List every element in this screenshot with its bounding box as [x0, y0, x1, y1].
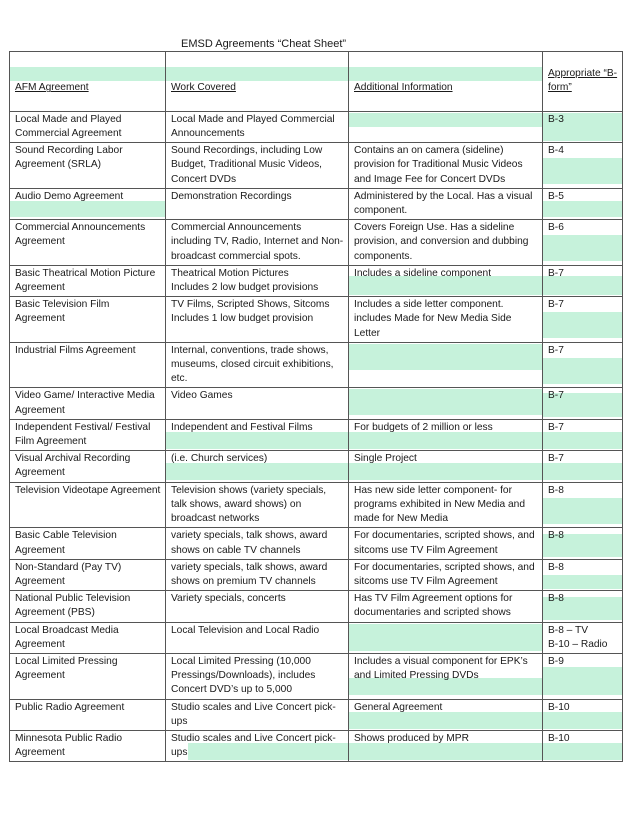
- cell-agreement: [10, 265, 166, 296]
- highlight-band: [543, 358, 622, 384]
- cell-text: Includes a sideline component: [354, 267, 492, 279]
- cell-text: Visual Archival Recording Agreement: [15, 453, 131, 479]
- table-row: [10, 143, 623, 189]
- cell-text: For budgets of 2 million or less: [354, 421, 493, 433]
- table-row: [10, 730, 623, 761]
- cell-text: Shows produced by MPR: [354, 732, 469, 744]
- cell-text: Television Videotape Agreement: [15, 484, 161, 496]
- cell-info: [349, 111, 543, 142]
- cell-bform: [543, 419, 623, 450]
- cell-bform: [543, 143, 623, 189]
- cell-text: Has TV Film Agreement options for documentaries and scripted shows: [354, 593, 513, 619]
- cell-work: [166, 699, 349, 730]
- cell-bform: [543, 591, 623, 622]
- highlight-band: [349, 113, 542, 127]
- cell-bform: [543, 342, 623, 388]
- table-row: [10, 528, 623, 559]
- highlight-band: [543, 235, 622, 261]
- cell-bform: [543, 297, 623, 343]
- cell-text: Sound Recordings, including Low Budget, Traditional Music Videos, Concert DVDs: [171, 145, 323, 185]
- cell-text: variety specials, talk shows, award shows on premium TV channels: [171, 561, 328, 587]
- cell-bform: [543, 653, 623, 699]
- cell-work: [166, 265, 349, 296]
- cell-text: For documentaries, scripted shows, and sitcoms use TV Film Agreement: [354, 561, 535, 587]
- cell-agreement: [10, 451, 166, 482]
- cell-text: Local Broadcast Media Agreement: [15, 624, 119, 650]
- cell-agreement: [10, 730, 166, 761]
- cell-work: [166, 342, 349, 388]
- cell-info: [349, 699, 543, 730]
- cell-bform: [543, 220, 623, 266]
- header-cell-agreement: [10, 52, 166, 112]
- cell-bform: [543, 730, 623, 761]
- table-row: [10, 220, 623, 266]
- cell-agreement: [10, 188, 166, 219]
- header-cell-info: [349, 52, 543, 112]
- cell-text: (i.e. Church services): [171, 453, 268, 465]
- cell-text: B-7: [548, 390, 564, 402]
- cell-text: Basic Theatrical Motion Picture Agreement: [15, 267, 156, 294]
- table-row: [10, 591, 623, 622]
- table-header-row: [10, 52, 623, 112]
- cell-bform: [543, 265, 623, 296]
- cell-bform: [543, 528, 623, 559]
- cell-work: [166, 528, 349, 559]
- cell-text: Single Project: [354, 453, 417, 465]
- cell-agreement: [10, 699, 166, 730]
- page-title: EMSD Agreements “Cheat Sheet”: [181, 38, 347, 50]
- cell-text: B-3: [548, 113, 564, 125]
- cell-text: B-4: [548, 145, 564, 157]
- cell-work: [166, 111, 349, 142]
- cell-text: Commercial Announcements including TV, Radio, Internet and Non-broadcast commercial spots.: [171, 222, 344, 262]
- cell-bform: [543, 559, 623, 590]
- cell-text: Commercial Announcements Agreement: [15, 222, 146, 248]
- cell-text: B-10: [548, 701, 570, 713]
- header-cell-work: [166, 52, 349, 112]
- cell-agreement: [10, 528, 166, 559]
- highlight-band: [543, 575, 622, 589]
- cell-text: National Public Television Agreement (PBS): [15, 593, 131, 619]
- cell-text: B-10: [548, 732, 570, 744]
- cell-text: B-8 – TV B-10 – Radio: [548, 624, 608, 650]
- cell-text: Local Television and Local Radio: [171, 624, 320, 636]
- cell-text: Video Games: [171, 390, 233, 402]
- cell-info: [349, 559, 543, 590]
- cell-info: [349, 143, 543, 189]
- cell-info: [349, 220, 543, 266]
- table-row: [10, 388, 623, 419]
- table-row: [10, 111, 623, 142]
- table-row: [10, 622, 623, 653]
- cell-text: Minnesota Public Radio Agreement: [15, 732, 123, 759]
- header-cell-bform: [543, 52, 623, 112]
- cell-work: [166, 297, 349, 343]
- cell-text: Variety specials, concerts: [171, 593, 286, 605]
- cell-text: B-7: [548, 267, 564, 279]
- cell-agreement: [10, 220, 166, 266]
- cell-work: [166, 220, 349, 266]
- cell-bform: [543, 699, 623, 730]
- cell-info: [349, 451, 543, 482]
- cell-agreement: [10, 342, 166, 388]
- cell-work: [166, 143, 349, 189]
- cell-text: Independent Festival/ Festival Film Agreement: [15, 421, 151, 448]
- highlight-band: [349, 389, 542, 415]
- cell-text: Work Covered: [171, 82, 236, 94]
- cell-text: Industrial Films Agreement: [15, 344, 136, 356]
- cell-info: [349, 653, 543, 699]
- cell-info: [349, 188, 543, 219]
- cell-text: Public Radio Agreement: [15, 701, 125, 713]
- cell-agreement: [10, 591, 166, 622]
- cell-info: [349, 730, 543, 761]
- agreements-table: [9, 51, 623, 762]
- cell-work: [166, 388, 349, 419]
- highlight-band: [543, 498, 622, 524]
- cell-text: B-7: [548, 421, 564, 433]
- cell-work: [166, 730, 349, 761]
- cell-text: B-7: [548, 344, 564, 356]
- cell-info: [349, 388, 543, 419]
- cell-text: B-7: [548, 299, 564, 311]
- table-row: [10, 419, 623, 450]
- cell-text: Additional Information: [354, 82, 453, 94]
- cell-bform: [543, 482, 623, 528]
- cell-text: Contains an on camera (sideline) provision for Traditional Music Videos and Image Fee for Concert DVDs: [354, 145, 523, 185]
- cell-info: [349, 591, 543, 622]
- cell-agreement: [10, 388, 166, 419]
- cell-work: [166, 482, 349, 528]
- cell-text: Includes a side letter component. includes Made for New Media Side Letter: [354, 299, 512, 339]
- cell-info: [349, 297, 543, 343]
- cell-text: Internal, conventions, trade shows, museums, closed circuit exhibitions, etc.: [171, 344, 334, 385]
- highlight-band: [543, 158, 622, 184]
- cell-info: [349, 265, 543, 296]
- cell-text: Basic Cable Television Agreement: [15, 530, 117, 556]
- cell-work: [166, 653, 349, 699]
- cell-text: AFM Agreement: [15, 82, 89, 94]
- cell-text: Television shows (variety specials, talk shows, award shows) on broadcast networks: [171, 484, 327, 525]
- cell-text: Audio Demo Agreement: [15, 190, 124, 202]
- cell-work: [166, 559, 349, 590]
- cell-text: Studio scales and Live Concert pick-ups: [171, 732, 336, 759]
- cell-agreement: [10, 653, 166, 699]
- cell-bform: [543, 388, 623, 419]
- cell-work: [166, 622, 349, 653]
- cell-work: [166, 419, 349, 450]
- cell-text: Covers Foreign Use. Has a sideline provision, and conversion and dubbing components.: [354, 222, 529, 262]
- highlight-band: [543, 667, 622, 695]
- highlight-band: [543, 312, 622, 338]
- table-row: [10, 188, 623, 219]
- cell-text: B-7: [548, 453, 564, 465]
- cell-text: B-8: [548, 530, 564, 542]
- cell-text: For documentaries, scripted shows, and sitcoms use TV Film Agreement: [354, 530, 535, 556]
- cell-bform: [543, 188, 623, 219]
- cell-agreement: [10, 143, 166, 189]
- table-row: [10, 482, 623, 528]
- cell-agreement: [10, 559, 166, 590]
- cell-text: variety specials, talk shows, award shows on cable TV channels: [171, 530, 328, 556]
- cell-text: Independent and Festival Films: [171, 421, 313, 433]
- cell-text: Has new side letter component- for programs exhibited in New Media and made for New Media: [354, 484, 526, 525]
- cell-text: Local Made and Played Commercial Agreement: [15, 113, 122, 140]
- cell-info: [349, 342, 543, 388]
- cell-text: TV Films, Scripted Shows, Sitcoms Includes 1 low budget provision: [171, 299, 330, 325]
- cell-text: Demonstration Recordings: [171, 190, 292, 202]
- cell-info: [349, 482, 543, 528]
- cell-work: [166, 188, 349, 219]
- cell-text: Appropriate “B-form”: [548, 68, 618, 94]
- table-row: [10, 342, 623, 388]
- table-row: [10, 559, 623, 590]
- cell-text: B-6: [548, 222, 564, 234]
- cell-work: [166, 451, 349, 482]
- cell-work: [166, 591, 349, 622]
- table-row: [10, 451, 623, 482]
- cell-text: Sound Recording Labor Agreement (SRLA): [15, 145, 123, 171]
- cell-text: B-8: [548, 561, 564, 573]
- cell-text: Local Limited Pressing Agreement: [15, 655, 118, 682]
- table-row: [10, 265, 623, 296]
- cell-text: B-8: [548, 484, 564, 496]
- cell-text: Video Game/ Interactive Media Agreement: [15, 390, 155, 416]
- cell-agreement: [10, 297, 166, 343]
- cell-text: Theatrical Motion Pictures Includes 2 low budget provisions: [171, 267, 319, 294]
- cell-text: Local Limited Pressing (10,000 Pressings/Downloads), includes Concert DVD’s up to 5,000: [171, 655, 316, 696]
- highlight-band: [349, 624, 542, 651]
- cell-info: [349, 528, 543, 559]
- cell-text: B-8: [548, 593, 564, 605]
- cell-info: [349, 622, 543, 653]
- cell-text: B-9: [548, 655, 564, 667]
- cell-agreement: [10, 419, 166, 450]
- cell-info: [349, 419, 543, 450]
- highlight-band: [349, 67, 542, 81]
- cell-text: Basic Television Film Agreement: [15, 299, 110, 325]
- cell-text: Local Made and Played Commercial Announcements: [171, 113, 335, 140]
- cell-text: General Agreement: [354, 701, 443, 713]
- cell-agreement: [10, 622, 166, 653]
- table-row: [10, 699, 623, 730]
- table-row: [10, 653, 623, 699]
- cell-text: Studio scales and Live Concert pick-ups: [171, 701, 336, 727]
- cell-agreement: [10, 111, 166, 142]
- cell-agreement: [10, 482, 166, 528]
- cell-bform: [543, 622, 623, 653]
- cell-text: B-5: [548, 190, 564, 202]
- highlight-band: [166, 67, 348, 81]
- cell-text: Administered by the Local. Has a visual component.: [354, 190, 533, 217]
- cell-text: Includes a visual component for EPK’s and Limited Pressing DVDs: [354, 655, 528, 682]
- cell-bform: [543, 451, 623, 482]
- table-row: [10, 297, 623, 343]
- highlight-band: [10, 67, 165, 81]
- highlight-band: [349, 344, 542, 370]
- cell-bform: [543, 111, 623, 142]
- cell-text: Non-Standard (Pay TV) Agreement: [15, 561, 122, 587]
